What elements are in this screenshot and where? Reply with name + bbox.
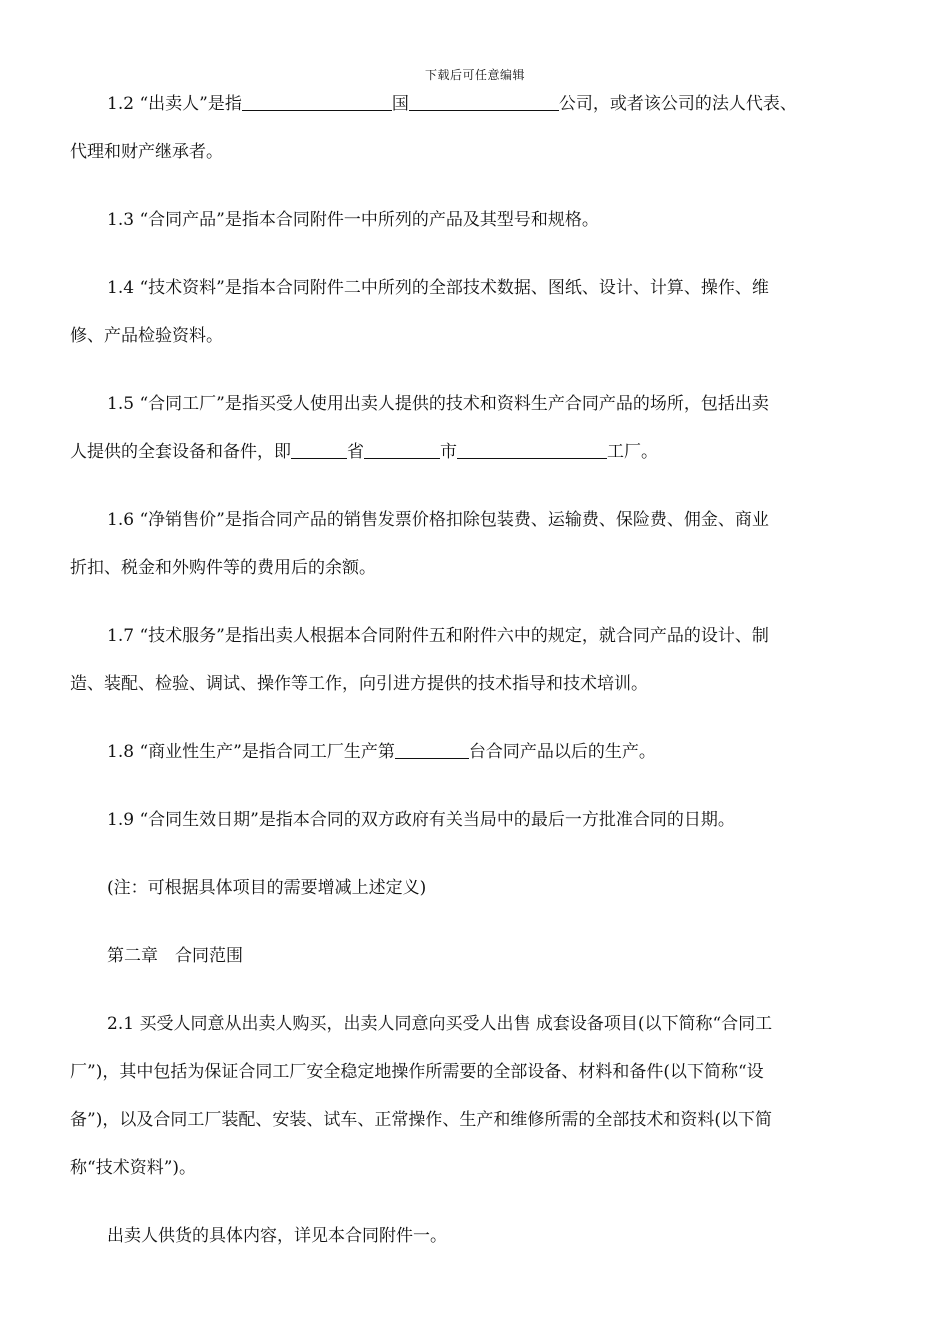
def-1-8-text-b: 台合同产品以后的生产。 <box>468 742 656 762</box>
def-1-5-line2-d: 工厂。 <box>607 442 658 462</box>
definition-1-6 <box>70 496 890 592</box>
clause-2-1 <box>70 1000 890 1192</box>
blank-factory[interactable] <box>457 440 607 459</box>
def-1-5-line2-b: 省 <box>347 442 364 462</box>
blank-seller-company[interactable] <box>409 92 559 111</box>
document-body <box>70 80 890 1280</box>
def-1-2-text-c: 公司，或者该公司的法人代表、 <box>558 94 797 114</box>
def-1-7-line1: 1.7 “技术服务”是指出卖人根据本合同附件五和附件六中的规定，就合同产品的设计、制 <box>107 626 769 646</box>
def-1-6-line2: 折扣、税金和外购件等的费用后的余额。 <box>70 558 376 578</box>
def-1-6-line1: 1.6 “净销售价”是指合同产品的销售发票价格扣除包装费、运输费、保险费、佣金、商业 <box>107 510 769 530</box>
def-1-7-line2: 造、装配、检验、调试、操作等工作，向引进方提供的技术指导和技术培训。 <box>70 674 648 694</box>
definition-1-5 <box>70 380 890 476</box>
def-1-2-text-a: 1.2 “出卖人”是指 <box>107 94 242 114</box>
def-1-5-line1: 1.5 “合同工厂”是指买受人使用出卖人提供的技术和资料生产合同产品的场所，包括出卖 <box>107 394 769 414</box>
definition-1-2 <box>70 80 890 176</box>
clause-2-1-line2: 厂”)，其中包括为保证合同工厂安全稳定地操作所需要的全部设备、材料和备件(以下简称“设 <box>70 1062 764 1082</box>
definition-1-4 <box>70 264 890 360</box>
def-1-9-text: 1.9 “合同生效日期”是指本合同的双方政府有关当局中的最后一方批准合同的日期。 <box>107 810 735 830</box>
def-1-4-line1: 1.4 “技术资料”是指本合同附件二中所列的全部技术数据、图纸、设计、计算、操作、维 <box>107 278 769 298</box>
definition-1-9 <box>107 796 890 844</box>
def-1-4-line2: 修、产品检验资料。 <box>70 326 223 346</box>
chapter-heading <box>107 932 890 980</box>
blank-unit-count[interactable] <box>395 740 469 759</box>
def-1-2-text-b: 国 <box>391 94 409 114</box>
clause-2-1-line3: 备”)，以及合同工厂装配、安装、试车、正常操作、生产和维修所需的全部技术和资料(以下简 <box>70 1110 772 1130</box>
clause-2-1-line4: 称“技术资料”)。 <box>70 1158 197 1178</box>
supply-text: 出卖人供货的具体内容，详见本合同附件一。 <box>107 1226 447 1246</box>
definitions-note <box>107 864 890 912</box>
chapter-title: 第二章 合同范围 <box>107 946 243 966</box>
def-1-5-line2-c: 市 <box>440 442 457 462</box>
def-1-3-text: 1.3 “合同产品”是指本合同附件一中所列的产品及其型号和规格。 <box>107 210 599 230</box>
def-1-8-text-a: 1.8 “商业性生产”是指合同工厂生产第 <box>107 742 395 762</box>
note-text: (注：可根据具体项目的需要增减上述定义) <box>107 878 427 898</box>
def-1-2-line2: 代理和财产继承者。 <box>70 142 223 162</box>
definition-1-3 <box>107 196 890 244</box>
clause-2-1-line1: 2.1 买受人同意从出卖人购买，出卖人同意向买受人出售 成套设备项目(以下简称“合同工 <box>107 1014 773 1034</box>
supply-note <box>107 1212 890 1260</box>
definition-1-7 <box>70 612 890 708</box>
blank-seller-country[interactable] <box>242 92 392 111</box>
header-note: 下载后可任意编辑 <box>424 68 525 82</box>
blank-city[interactable] <box>364 440 440 459</box>
blank-province[interactable] <box>291 440 347 459</box>
definition-1-8 <box>107 728 890 776</box>
def-1-5-line2-a: 人提供的全套设备和备件，即 <box>70 442 291 462</box>
